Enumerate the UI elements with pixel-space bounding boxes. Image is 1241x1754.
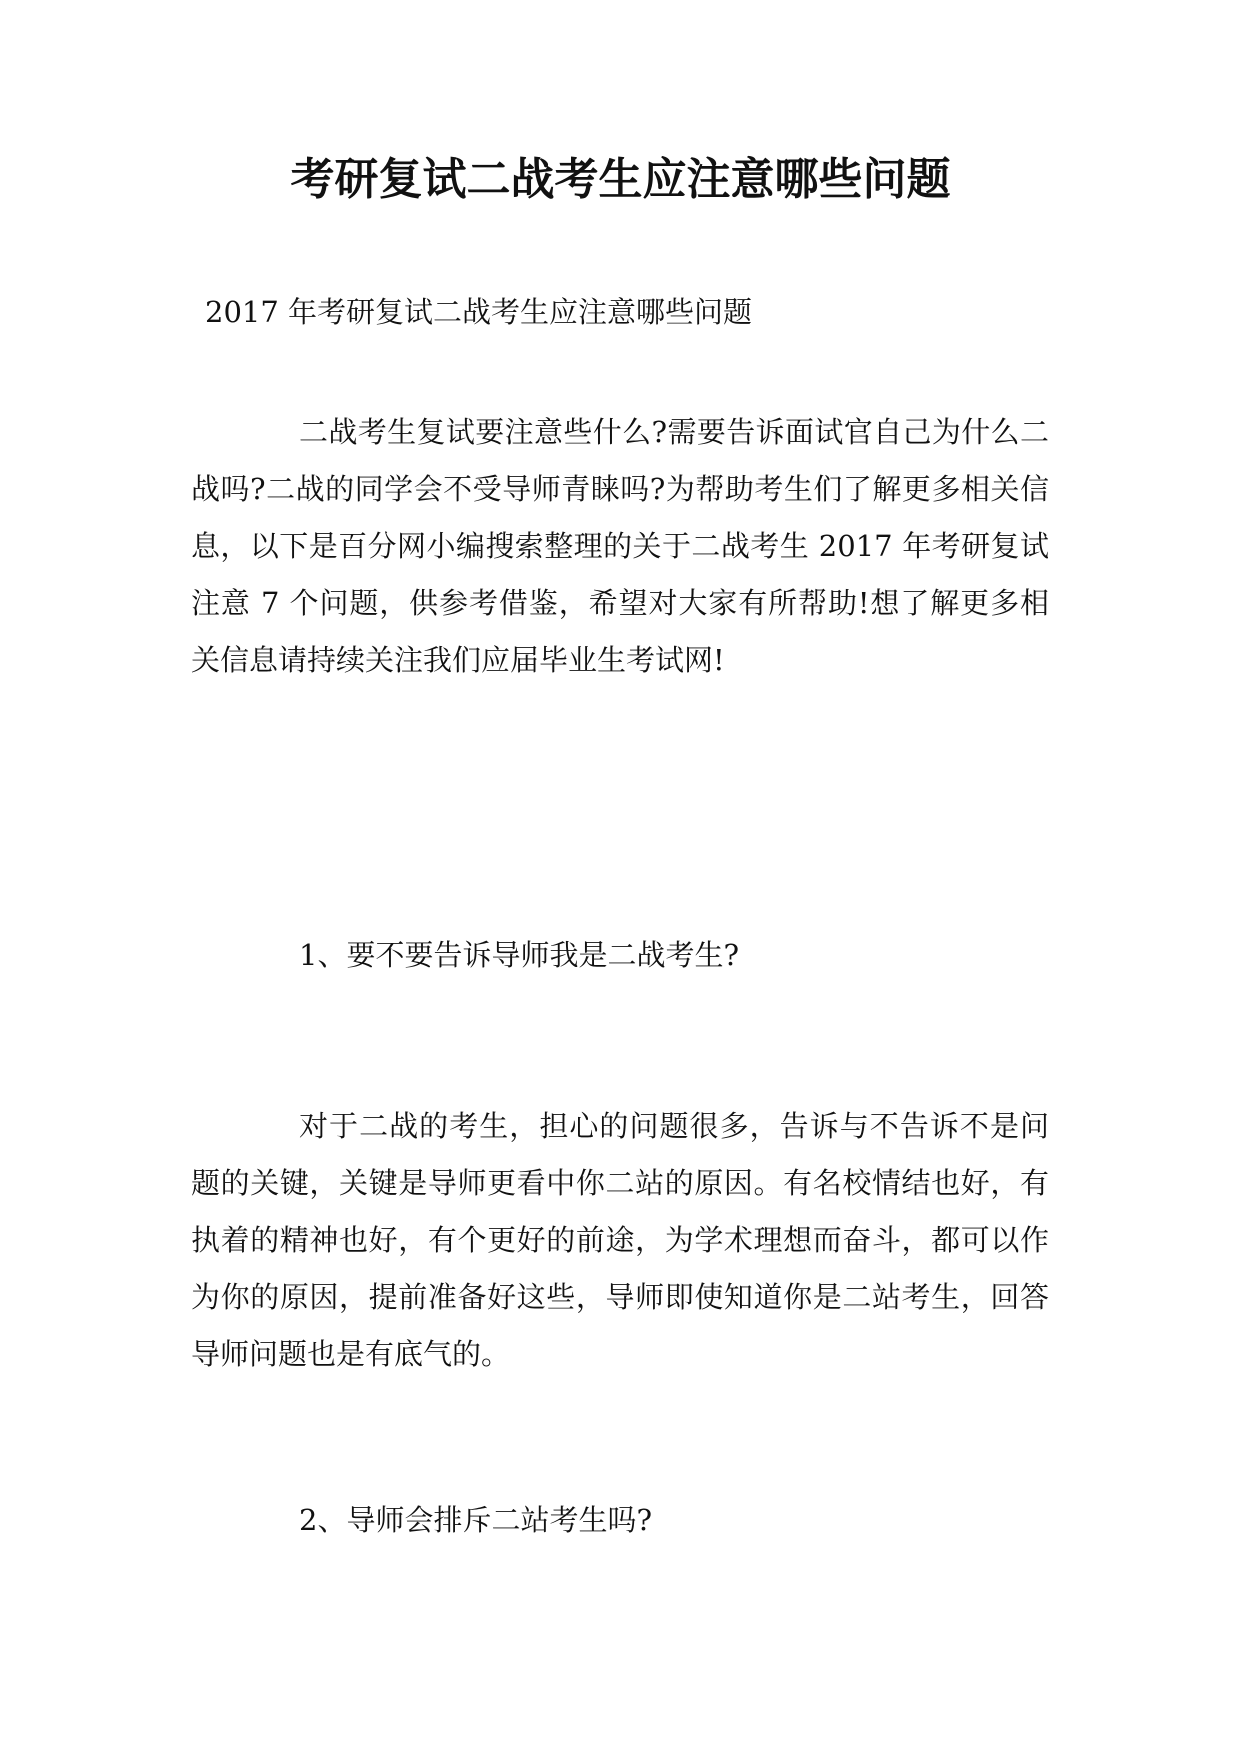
document-title: 考研复试二战考生应注意哪些问题 (290, 154, 951, 205)
intro-paragraph: 二战考生复试要注意些什么?需要告诉面试官自己为什么二战吗?二战的同学会不受导师青睐吗?为帮助考生们了解更多相关信息，以下是百分网小编搜索整理的关于二战考生 2017 年考研复试注意 7 个问题，供参考借鉴，希望对大家有所帮助!想了解更多相关信息请持续关注我们应届毕业生考试网! (191, 415, 1049, 677)
question-2-heading: 2、导师会排斥二站考生吗? (299, 1503, 652, 1537)
question-1-heading: 1、要不要告诉导师我是二战考生? (299, 938, 739, 972)
document-subtitle: 2017 年考研复试二战考生应注意哪些问题 (205, 295, 753, 329)
answer-1-paragraph: 对于二战的考生，担心的问题很多，告诉与不告诉不是问题的关键，关键是导师更看中你二站的原因。有名校情结也好，有执着的精神也好，有个更好的前途，为学术理想而奋斗，都可以作为你的原因，提前准备好这些，导师即使知道你是二站考生，回答导师问题也是有底气的。 (191, 1109, 1049, 1371)
